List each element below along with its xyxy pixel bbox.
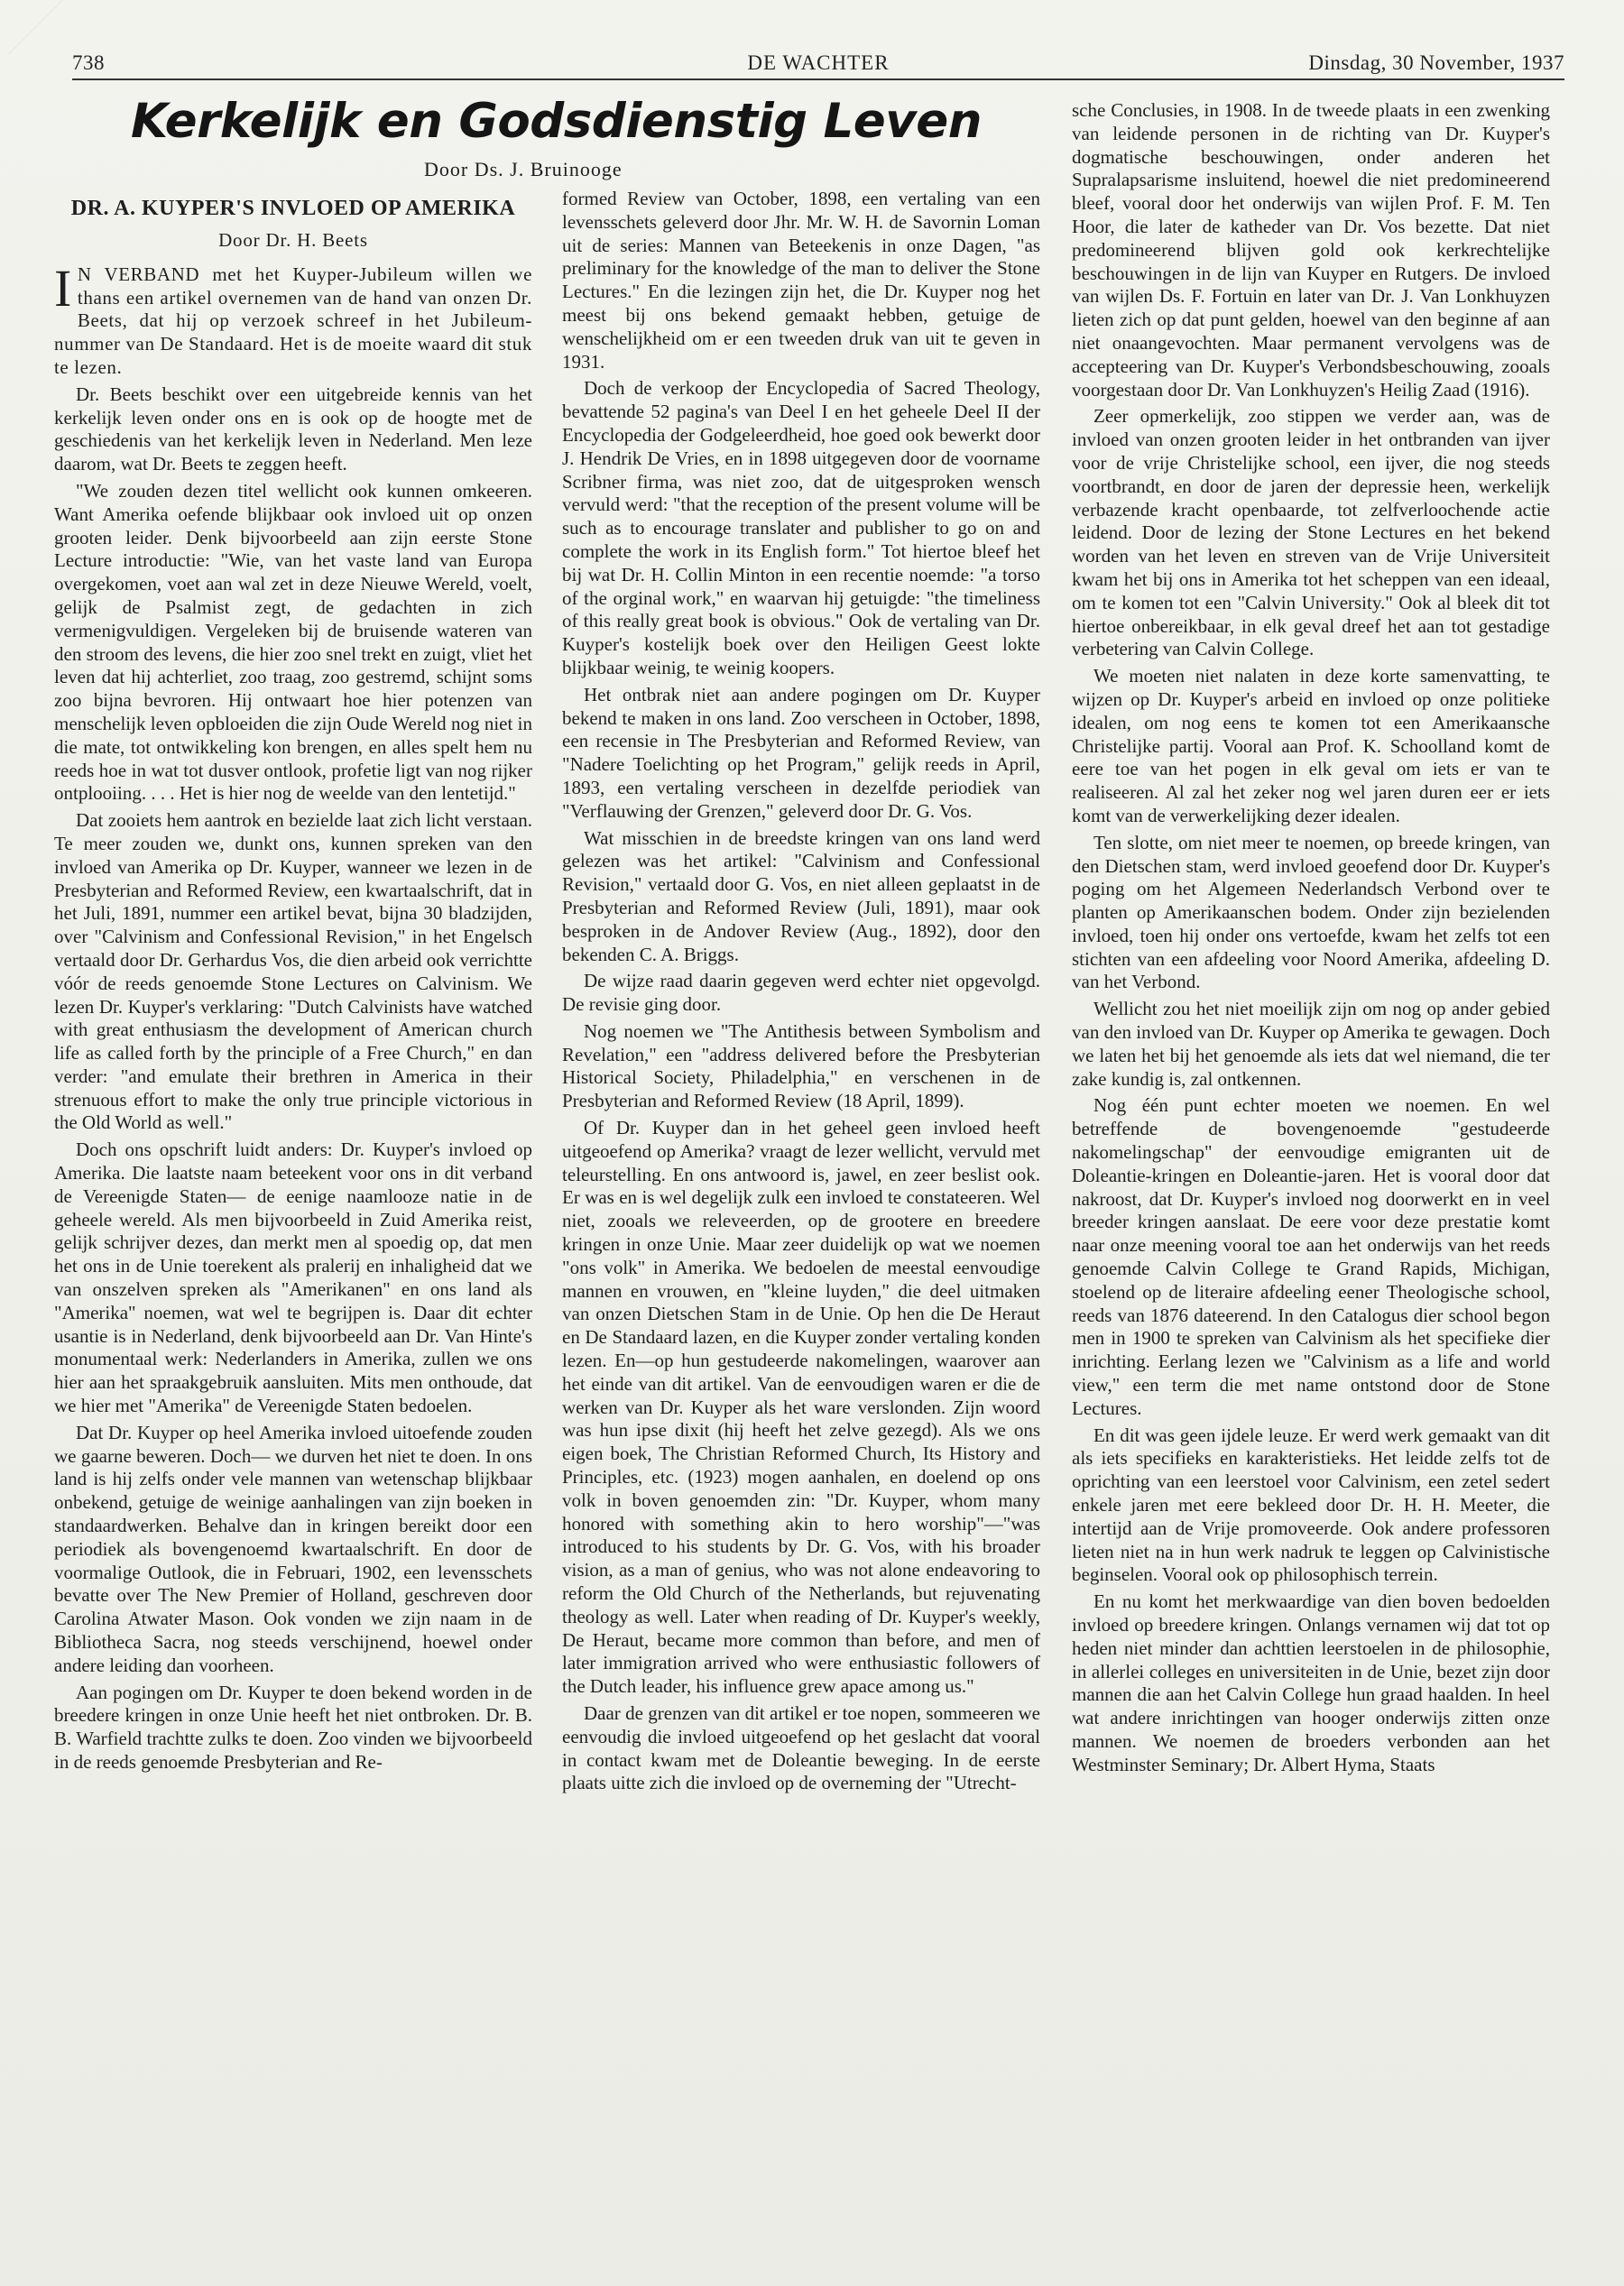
- paragraph: Wat misschien in de breedste kringen van ons land werd gelezen was het artikel: "Calvinism and Confessional Revision," vertaald door G. Vos, en niet alleen geplaatst in de Presbyterian and Reformed Review (Juli, 1891), maar ook besproken in de Andover Review (Aug., 1892), door den bekenden C. A. Briggs.: [562, 826, 1040, 965]
- article-lead-paragraph: I N VERBAND met het Kuyper-Jubileum willen we thans een artikel overnemen van de hand van onzen Dr. Beets, dat hij op verzoek schreef in het Jubileum-nummer van De Standaard. Het is de moeite waard dit stuk te lezen.: [54, 258, 532, 378]
- article-byline: Door Dr. H. Beets: [218, 229, 368, 251]
- column-2: [562, 188, 1040, 1799]
- paragraph: Aan pogingen om Dr. Kuyper te doen bekend worden in de breedere kringen in onze Unie heeft het niet ontbroken. Dr. B. B. Warfield trachtte zulks te doen. Zoo vinden we bijvoorbeeld in de reeds genoemde Presbyterian and Re-: [54, 1681, 532, 1773]
- paragraph: Nog één punt echter moeten we noemen. En wel betreffende de bovengenoemde "gestudeerde nakomelingschap" der eenvoudige emigranten uit de Doleantie-kringen en Doleantie-jaren. Het is vooral door dat nakroost, dat Dr. Kuyper's invloed nog doorwerkt en in veel breeder kringen aanslaat. De eere voor deze prestatie komt naar onze meening vooral toe aan het onderwijs van het reeds genoemde Calvin College te Grand Rapids, Michigan, stoelend op de literaire afdeeling eener Theologische school, reeds van 1876 dateerend. In den Catalogus dier school begon men in 1900 te spreken van Calvinism als het specifieke dier inrichting. Eerlang lezen we "Calvinism as a life and world view," een term die met name ontstond door de Stone Lectures.: [1072, 1094, 1550, 1419]
- paragraph: Zeer opmerkelijk, zoo stippen we verder aan, was de invloed van onzen grooten leider in het ontbranden van ijver voor de vrije Christelijke school, een ijver, die nog steeds voortbrandt, en door de jaren der depressie heen, werkelijk verbazende kracht openbaarde, tot zelfverloochende actie leidend. Door de lezing der Stone Lectures en het bekend worden van het leven en streven van de Vrije Universiteit kwam het bij ons in Amerika tot het scheppen van een ideaal, om te komen tot een "Calvin University." Ook al bleek dit tot hiertoe onbereikbaar, in elk geval dreef het aan tot gestadige verbetering van Calvin College.: [1072, 405, 1550, 660]
- corner-fold-mark: [0, 0, 63, 54]
- paragraph: Of Dr. Kuyper dan in het geheel geen invloed heeft uitgeoefend op Amerika? vraagt de lezer wellicht, vervuld met teleurstelling. En ons antwoord is, jawel, en zeer beslist ook. Er was en is wel degelijk zulk een invloed te constateeren. Wel niet, zooals we releveerden, op de grootere en breedere kringen in onze Unie. Maar zeer duidelijk op wat we noemen "ons volk" in Amerika. We bedoelen de meestal eenvoudige mannen en vrouwen, en "kleine luyden," die deel uitmaken van onzen Dietschen Stam in de Unie. Op hen die De Heraut en De Standaard lazen, en die Kuyper zonder vertaling konden lezen. En—op hun gestudeerde nakomelingen, waarover aan het einde van dit artikel. Van de eenvoudigen waren er die de werken van Dr. Kuyper als het ware verslonden. Zijn woord was hun ipse dixit (hij heeft het zelve gezegd). Als we ons eigen boek, The Christian Reformed Church, Its History and Principles, etc. (1923) mogen aanhalen, en doelend op ons volk in boven genoemden zin: "Dr. Kuyper, whom many honored with something akin to hero worship"—"was introduced to his students by Dr. G. Vos, with his broader vision, as a man of genius, who was not alone endeavoring to reform the Old Church of the Netherlands, but rejuvenating theology as well. Later when reading of Dr. Kuyper's weekly, De Heraut, became more common than before, and men of later immigration arrived who were enthusiastic followers of the Dutch leader, his influence grew apace among us.": [562, 1117, 1040, 1698]
- column-1: [54, 195, 532, 1778]
- paragraph: Doch de verkoop der Encyclopedia of Sacred Theology, bevattende 52 pagina's van Deel I en het geheele Deel II der Encyclopedia der Godgeleerdheid, hoe goed ook bewerkt door J. Hendrik De Vries, en in 1898 uitgegeven door de voorname Scribner firma, was niet zoo, dat de uitgesproken wensch vervuld werd: "that the reception of the present volume will be such as to encourage translater and publisher to go on and complete the work in its English form." Tot hiertoe bleef het bij wat Dr. H. Collin Minton in een recentie noemde: "a torso of the orginal work," en waarvan hij getuigde: "the timeliness of this really great book is obvious." Ook de vertaling van Dr. Kuyper's kostelijk boek over den Heiligen Geest lokte blijkbaar weinig, te weinig koopers.: [562, 377, 1040, 678]
- paragraph: Dr. Beets beschikt over een uitgebreide kennis van het kerkelijk leven onder ons en is ook op de hoogte met de geschiedenis van het kerkelijk leven in Nederland. Men leze daarom, wat Dr. Beets te zeggen heeft.: [54, 383, 532, 475]
- paragraph: "We zouden dezen titel wellicht ook kunnen omkeeren. Want Amerika oefende blijkbaar ook invloed uit op onzen grooten leider. Denk bijvoorbeeld aan zijn eerste Stone Lecture introductie: "Wie, van het vaste land van Europa overgekomen, voet aan wal zet in deze Nieuwe Wereld, voelt, gelijk de Psalmist zegt, de gedachten in zich vermenigvuldigen. Vergeleken bij de bruisende wateren van den stroom des levens, die hier zoo snel trekt en zuigt, vliet het leven dat hij achterliet, zoo traag, zoo gestremd, schijnt soms zoo bijna bevroren. Hij ontwaart hoe hier potenzen van menschelijk leven opbloeiden die zijn Oude Wereld nog niet in die mate, tot ontwikkeling kon brengen, en alles spelt hem nu reeds hoe in wat tot dusver ontlook, profetie ligt van nog rijker ontplooiing. . . . Het is hier nog de weelde van den lentetijd.": [54, 479, 532, 805]
- page-number: 738: [72, 51, 105, 74]
- issue-date: Dinsdag, 30 November, 1937: [1308, 51, 1564, 74]
- running-head: [72, 50, 1564, 80]
- paragraph: Wellicht zou het niet moeilijk zijn om nog op ander gebied van den invloed van Dr. Kuyper op Amerika te gewagen. Doch we laten het bij het genoemde als iets dat wel niemand, die ter zake kundig is, zal ontkennen.: [1072, 998, 1550, 1090]
- paragraph: We moeten niet nalaten in deze korte samenvatting, te wijzen op Dr. Kuyper's arbeid en invloed op onze politieke idealen, om nog eens te komen tot een Amerikaansche Christelijke partij. Vooral aan Prof. K. Schoolland komt de eere toe van het pogen in elk geval om iets er van te realiseeren. Al zal het zeker nog wel jaren duren eer er iets komt van de verwerkelijking dezer idealen.: [1072, 665, 1550, 826]
- paragraph: En nu komt het merkwaardige van dien boven bedoelden invloed op breedere kringen. Onlangs vernamen wij dat tot op heden niet minder dan achttien leerstoelen in de philosophie, in allerlei colleges en universiteiten in de Unie, bezet zijn door mannen die aan het Calvin College hun graad haalden. In heel wat andere inrichtingen van hooger onderwijs zitten onze mannen. We noemen de broeders verbonden aan het Westminster Seminary; Dr. Albert Hyma, Staats: [1072, 1590, 1550, 1775]
- paragraph: Nog noemen we "The Antithesis between Symbolism and Revelation," een "address delivered before the Presbyterian Historical Society, Philadelphia," en verschenen in de Presbyterian and Reformed Review (18 April, 1899).: [562, 1019, 1040, 1112]
- paragraph: De wijze raad daarin gegeven werd echter niet opgevolgd. De revisie ging door.: [562, 970, 1040, 1016]
- paragraph: En dit was geen ijdele leuze. Er werd werk gemaakt van dit als iets specifieks en karakteristieks. Het leidde zelfs tot de oprichting van een leerstoel voor Calvinism, een zetel sedert enkele jaren met eere bekleed door Dr. H. H. Meeter, die intertijd aan de Vrije promoveerde. Ook andere professoren lieten niet na in hun werk nadruk te leggen op Calvinistische beginselen. Vooral ook op philosophisch terrein.: [1072, 1424, 1550, 1586]
- drop-cap: I: [54, 258, 72, 318]
- paragraph: sche Conclusies, in 1908. In de tweede plaats in een zwenking van leidende personen in de richting van Dr. Kuyper's dogmatische beschouwingen, onder anderen het Supralapsarisme insluitend, hoewel die niet predomineerend bleef, vooral door het onderwijs van wijlen Prof. F. M. Ten Hoor, die later de katheder van Dr. Vos bezette. Dat niet predomineerend blijven gold ook kerkrechtelijke beschouwingen in de lijn van Kuyper en Rutgers. De invloed van wijlen Ds. F. Fortuin en later van Dr. J. Van Lonkhuyzen lieten zich op dat punt gelden, hoewel van den beginne af aan niet onaangevochten. Maar permanent vervolgens was de accepteering van Dr. Kuyper's Verbondsbeschouwing, zooals voorgestaan door Dr. Van Lonkhuyzen's Heilig Zaad (1916).: [1072, 99, 1550, 401]
- article-title: DR. A. KUYPER'S INVLOED OP AMERIKA: [70, 197, 516, 220]
- paragraph: Ten slotte, om niet meer te noemen, op breede kringen, van den Dietschen stam, werd invloed geoefend door Dr. Kuyper's poging om het Algemeen Nederlandsch Verbond over te planten op Amerikaanschen bodem. Onder zijn bezielenden invloed, toen hij onder ons vertoefde, kwam het zelfs tot een stichten van een afdeeling voor Noord Amerika, afdeeling D. van het Verbond.: [1072, 831, 1550, 993]
- paragraph: Daar de grenzen van dit artikel er toe nopen, sommeeren we eenvoudig die invloed uitgeoefend op het geslacht dat vooral in contact kwam met de Doleantie beweging. In de eerste plaats uitte zich die invloed op de overneming der "Utrecht-: [562, 1702, 1040, 1794]
- paragraph: Het ontbrak niet aan andere pogingen om Dr. Kuyper bekend te maken in ons land. Zoo verscheen in October, 1898, een recensie in The Presbyterian and Reformed Review, van "Nadere Toelichting op het Program," gelijk reeds in April, 1893, een vertaling verscheen in dezelfde periodiek van "Verflauwing der Grenzen," geleverd door Dr. G. Vos.: [562, 683, 1040, 822]
- section-byline: Door Ds. J. Bruinooge: [424, 158, 623, 180]
- publication-name: DE WACHTER: [747, 51, 890, 74]
- column-3: [1072, 99, 1550, 1781]
- paragraph: Doch ons opschrift luidt anders: Dr. Kuyper's invloed op Amerika. Die laatste naam beteekent voor ons in dit verband de Vereenigde Staten— de eenige naamlooze natie in de geheele wereld. Als men bijvoorbeeld in Zuid Amerika reist, gelijk schrijver dezes, dan merkt men al spoedig op, dat men het ons in de Unie toerekent als pralerij en inhaligheid dat we van onszelven spreken als "Amerikanen" en ons land als "Amerika" noemen, wat wel te begrijpen is. Daar dit echter usantie is in Nederland, denk bijvoorbeeld aan Dr. Van Hinte's monumentaal werk: Nederlanders in Amerika, zullen we ons hier aan het spraakgebruik aansluiten. Mits men onthoude, dat we hier met "Amerika" de Vereenigde Staten bedoelen.: [54, 1138, 532, 1417]
- paragraph: formed Review van October, 1898, een vertaling van een levensschets geleverd door Jhr. Mr. W. H. de Savornin Loman uit de series: Mannen van Beteekenis in onze Dagen, "as preliminary for the knowledge of the man to deliver the Stone Lectures." En die lezingen zijn het, die Dr. Kuyper nog het meest bij ons bekend gemaakt hebben, getuige de wenschelijkheid om er een tweeden druk van uit te geven in 1931.: [562, 188, 1040, 373]
- section-title: Kerkelijk en Godsdienstig Leven: [131, 94, 982, 149]
- paragraph: Dat zooiets hem aantrok en bezielde laat zich licht verstaan. Te meer zouden we, dunkt ons, kunnen spreken van den invloed van Amerika op Dr. Kuyper, wanneer we lezen in de Presbyterian and Reformed Review, een kwartaalschrift, dat in het Juli, 1891, nummer een artikel bevat, bijna 30 bladzijden, over "Calvinism and Confessional Revision," in het Engelsch vertaald door Dr. Gerhardus Vos, die dien arbeid ook verrichtte vóór de reeds genoemde Stone Lectures on Calvinism. We lezen Dr. Kuyper's verklaring: "Dutch Calvinists have watched with great enthusiasm the development of American church life as called forth by the principle of a Free Church," en dan verder: "and emulate their brethren in America in their strenuous effort to make the only true principle victorious in the Old World as well.": [54, 809, 532, 1134]
- paragraph: Dat Dr. Kuyper op heel Amerika invloed uitoefende zouden we gaarne beweren. Doch— we durven het niet te doen. In ons land is hij zelfs onder vele mannen van wetenschap blijkbaar onbekend, getuige de weinige aanhalingen van zijn boeken in standaardwerken. Behalve dan in kringen bereikt door een periodiek als bovengenoemd kwartaalschrift. En door de voormalige Outlook, die in Februari, 1902, een levensschets bevatte over The New Premier of Holland, geschreven door Carolina Atwater Mason. Ook vonden we zijn naam in de Bibliotheca Sacra, nog steeds verschijnend, hoewel onder andere leiding dan voorheen.: [54, 1421, 532, 1676]
